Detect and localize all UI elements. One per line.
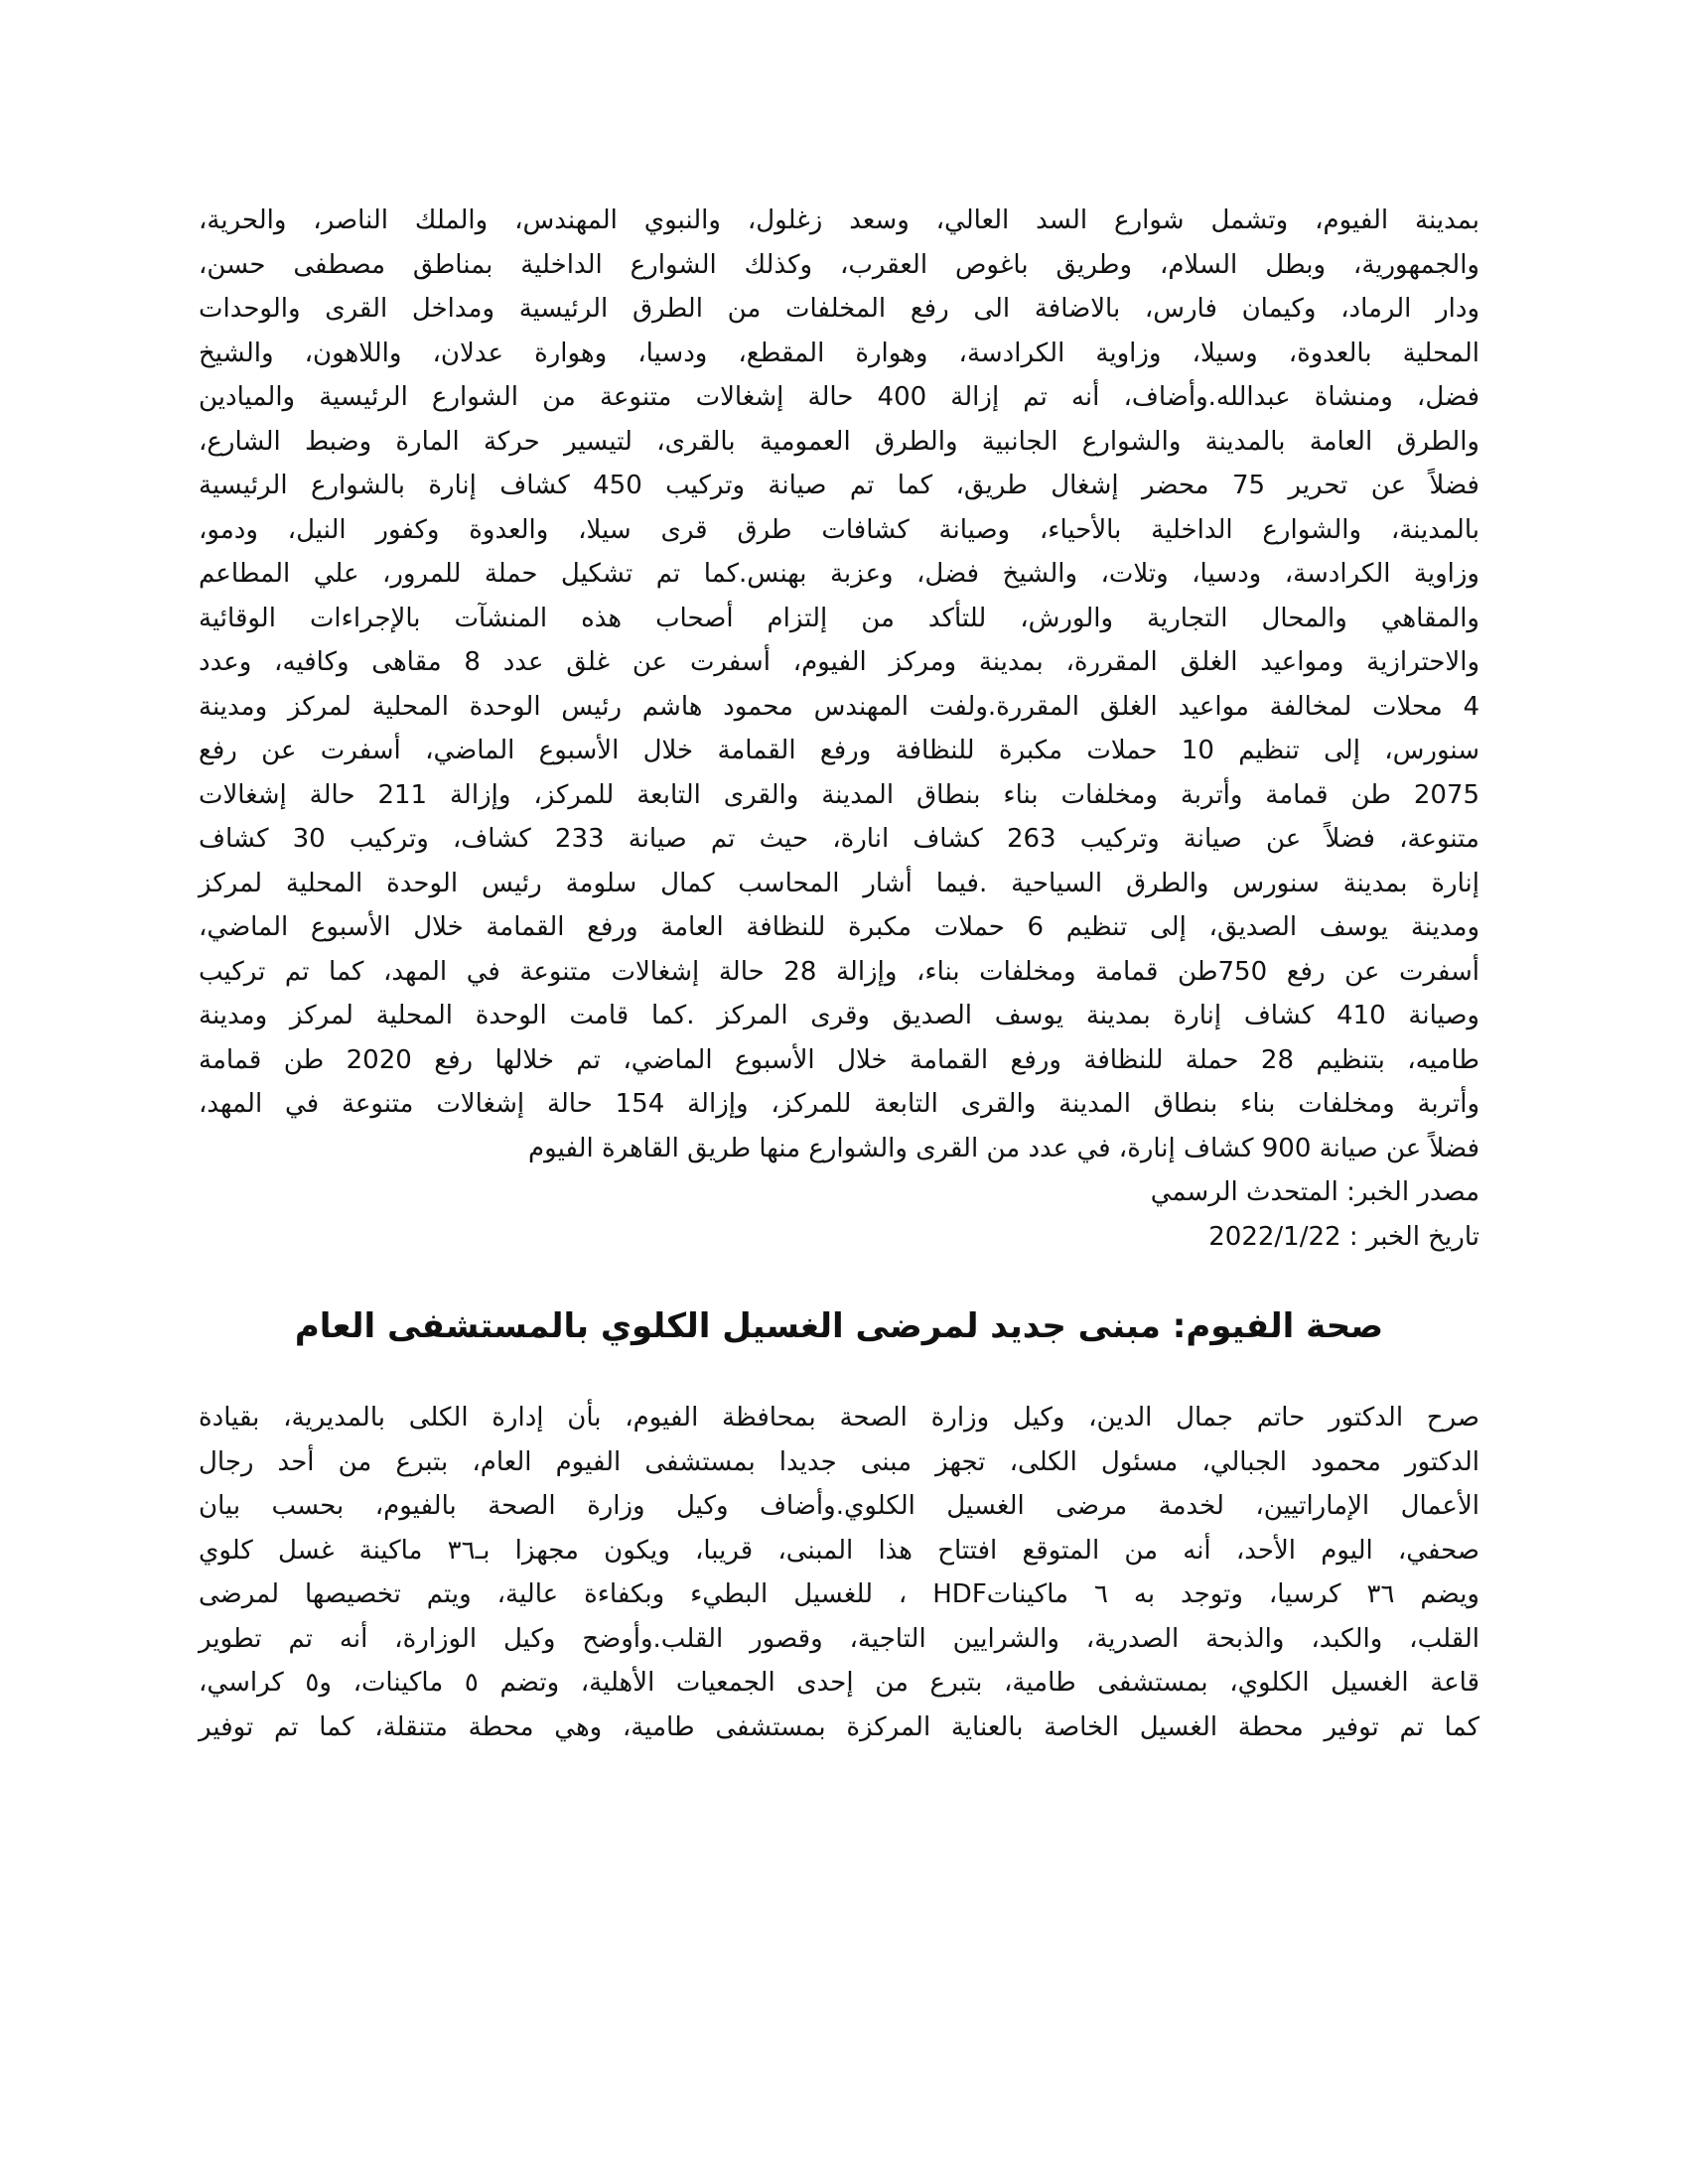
article-line: إنارة بمدينة سنورس والطرق السياحية .فيما أشار المحاسب كمال سلومة رئيس الوحدة المحلية لمركز: [199, 868, 1479, 898]
article-body: [199, 1396, 1479, 1749]
article-line: صحفي، اليوم الأحد، أنه من المتوقع افتتاح هذا المبنى، قريبا، ويكون مجهزا بـ٣٦ ماكينة غسل كلوي: [199, 1535, 1479, 1566]
page-content: [199, 199, 1479, 1749]
article-line: متنوعة، فضلاً عن صيانة وتركيب 263 كشاف انارة، حيث تم صيانة 233 كشاف، وتركيب 30 كشاف: [199, 824, 1479, 854]
article-line: فضلاً عن تحرير 75 محضر إشغال طريق، كما تم صيانة وتركيب 450 كشاف إنارة بالشوارع الرئيسية: [199, 471, 1479, 500]
article-line: وزاوية الكرادسة، ودسيا، وتلات، والشيخ فضل، وعزبة بهنس.كما تم تشكيل حملة للمرور، علي المطاعم: [199, 559, 1479, 589]
article-line: قاعة الغسيل الكلوي، بمستشفى طامية، بتبرع من إحدى الجمعيات الأهلية، وتضم ٥ ماكينات، و٥ كراسي،: [199, 1668, 1480, 1698]
article-line: 2075 طن قمامة وأتربة ومخلفات بناء بنطاق المدينة والقرى التابعة للمركز، وإزالة 211 حالة إشغالات: [199, 779, 1479, 810]
article-line: أسفرت عن رفع 750طن قمامة ومخلفات بناء، وإزالة 28 حالة إشغالات متنوعة في المهد، كما تم تركيب: [199, 956, 1479, 987]
article-line: كما تم توفير محطة الغسيل الخاصة بالعناية المركزة بمستشفى طامية، وهي محطة متنقلة، كما تم توفير: [199, 1711, 1479, 1742]
article-line: ودار الرماد، وكيمان فارس، بالاضافة الى رفع المخلفات من الطرق الرئيسية ومداخل القرى والوحدات: [199, 294, 1479, 324]
article-line: 4 محلات لمخالفة مواعيد الغلق المقررة.ولفت المهندس محمود هاشم رئيس الوحدة المحلية لمركز ومدينة: [199, 691, 1479, 722]
article-line: سنورس، إلى تنظيم 10 حملات مكبرة للنظافة ورفع القمامة خلال الأسبوع الماضي، أسفرت عن رفع: [199, 736, 1480, 765]
article-line: طاميه، بتنظيم 28 حملة للنظافة ورفع القمامة خلال الأسبوع الماضي، تم خلالها رفع 2020 طن قمامة: [199, 1044, 1480, 1075]
article-line: بمدينة الفيوم، وتشمل شوارع السد العالي، وسعد زغلول، والنبوي المهندس، والملك الناصر، والحرية،: [199, 205, 1479, 235]
article-line: وصيانة 410 كشاف إنارة بمدينة يوسف الصديق وقرى المركز .كما قامت الوحدة المحلية لمركز ومدينة: [199, 1001, 1479, 1030]
article-line: الدكتور محمود الجبالي، مسئول الكلى، تجهز مبنى جديدا بمستشفى الفيوم العام، بتبرع من أحد رجال: [199, 1446, 1479, 1477]
article-line: بالمدينة، والشوارع الداخلية بالأحياء، وصيانة كشافات طرق قرى سيلا، والعدوة وكفور النيل، ودمو،: [199, 514, 1479, 545]
news-date: تاريخ الخبر : 2022/1/22: [1208, 1221, 1479, 1252]
article-line: والمقاهي والمحال التجارية والورش، للتأكد من إلتزام أصحاب هذه المنشآت بالإجراءات الوقائية: [199, 603, 1479, 633]
news-source: مصدر الخبر: المتحدث الرسمي: [1150, 1177, 1479, 1207]
article-line: ومدينة يوسف الصديق، إلى تنظيم 6 حملات مكبرة للنظافة العامة ورفع القمامة خلال الأسبوع الماضي،: [199, 912, 1479, 942]
article-line: القلب، والكبد، والذبحة الصدرية، والشرايين التاجية، وقصور القلب.وأوضح وكيل الوزارة، أنه تم تطوير: [199, 1623, 1479, 1654]
article-line: ويضم ٣٦ كرسيا، وتوجد به ٦ ماكيناتHDF ، للغسيل البطيء وبكفاءة عالية، ويتم تخصيصها لمرضى: [199, 1579, 1479, 1609]
article-line: والطرق العامة بالمدينة والشوارع الجانبية والطرق العمومية بالقرى، لتيسير حركة المارة وضبط الشارع،: [199, 426, 1479, 457]
article-line: فضل، ومنشاة عبدالله.وأضاف، أنه تم إزالة 400 حالة إشغالات متنوعة من الشوارع الرئيسية والميادين: [199, 382, 1479, 412]
article-line: صرح الدكتور حاتم جمال الدين، وكيل وزارة الصحة بمحافظة الفيوم، بأن إدارة الكلى بالمديرية، بقيادة: [199, 1403, 1479, 1433]
article-line: المحلية بالعدوة، وسيلا، وزاوية الكرادسة، وهوارة المقطع، ودسيا، وهوارة عدلان، واللاهون، والشيخ: [199, 338, 1479, 368]
article-line: والاحترازية ومواعيد الغلق المقررة، بمدينة ومركز الفيوم، أسفرت عن غلق عدد 8 مقاهى وكافيه، وعدد: [199, 647, 1479, 677]
article-heading: صحة الفيوم: مبنى جديد لمرضى الغسيل الكلوي بالمستشفى العام: [294, 1306, 1384, 1346]
article-line: فضلاً عن صيانة 900 كشاف إنارة، في عدد من القرى والشوارع منها طريق القاهرة الفيوم: [528, 1133, 1479, 1163]
article-line: الأعمال الإماراتيين، لخدمة مرضى الغسيل الكلوي.وأضاف وكيل وزارة الصحة بالفيوم، بحسب بيان: [199, 1491, 1479, 1521]
article-body: [199, 199, 1479, 1170]
article-line: والجمهورية، وبطل السلام، وطريق باغوص العقرب، وكذلك الشوارع الداخلية بمناطق مصطفى حسن،: [199, 249, 1479, 280]
article-line: وأتربة ومخلفات بناء بنطاق المدينة والقرى التابعة للمركز، وإزالة 154 حالة إشغالات متنوعة في المهد،: [199, 1089, 1480, 1119]
